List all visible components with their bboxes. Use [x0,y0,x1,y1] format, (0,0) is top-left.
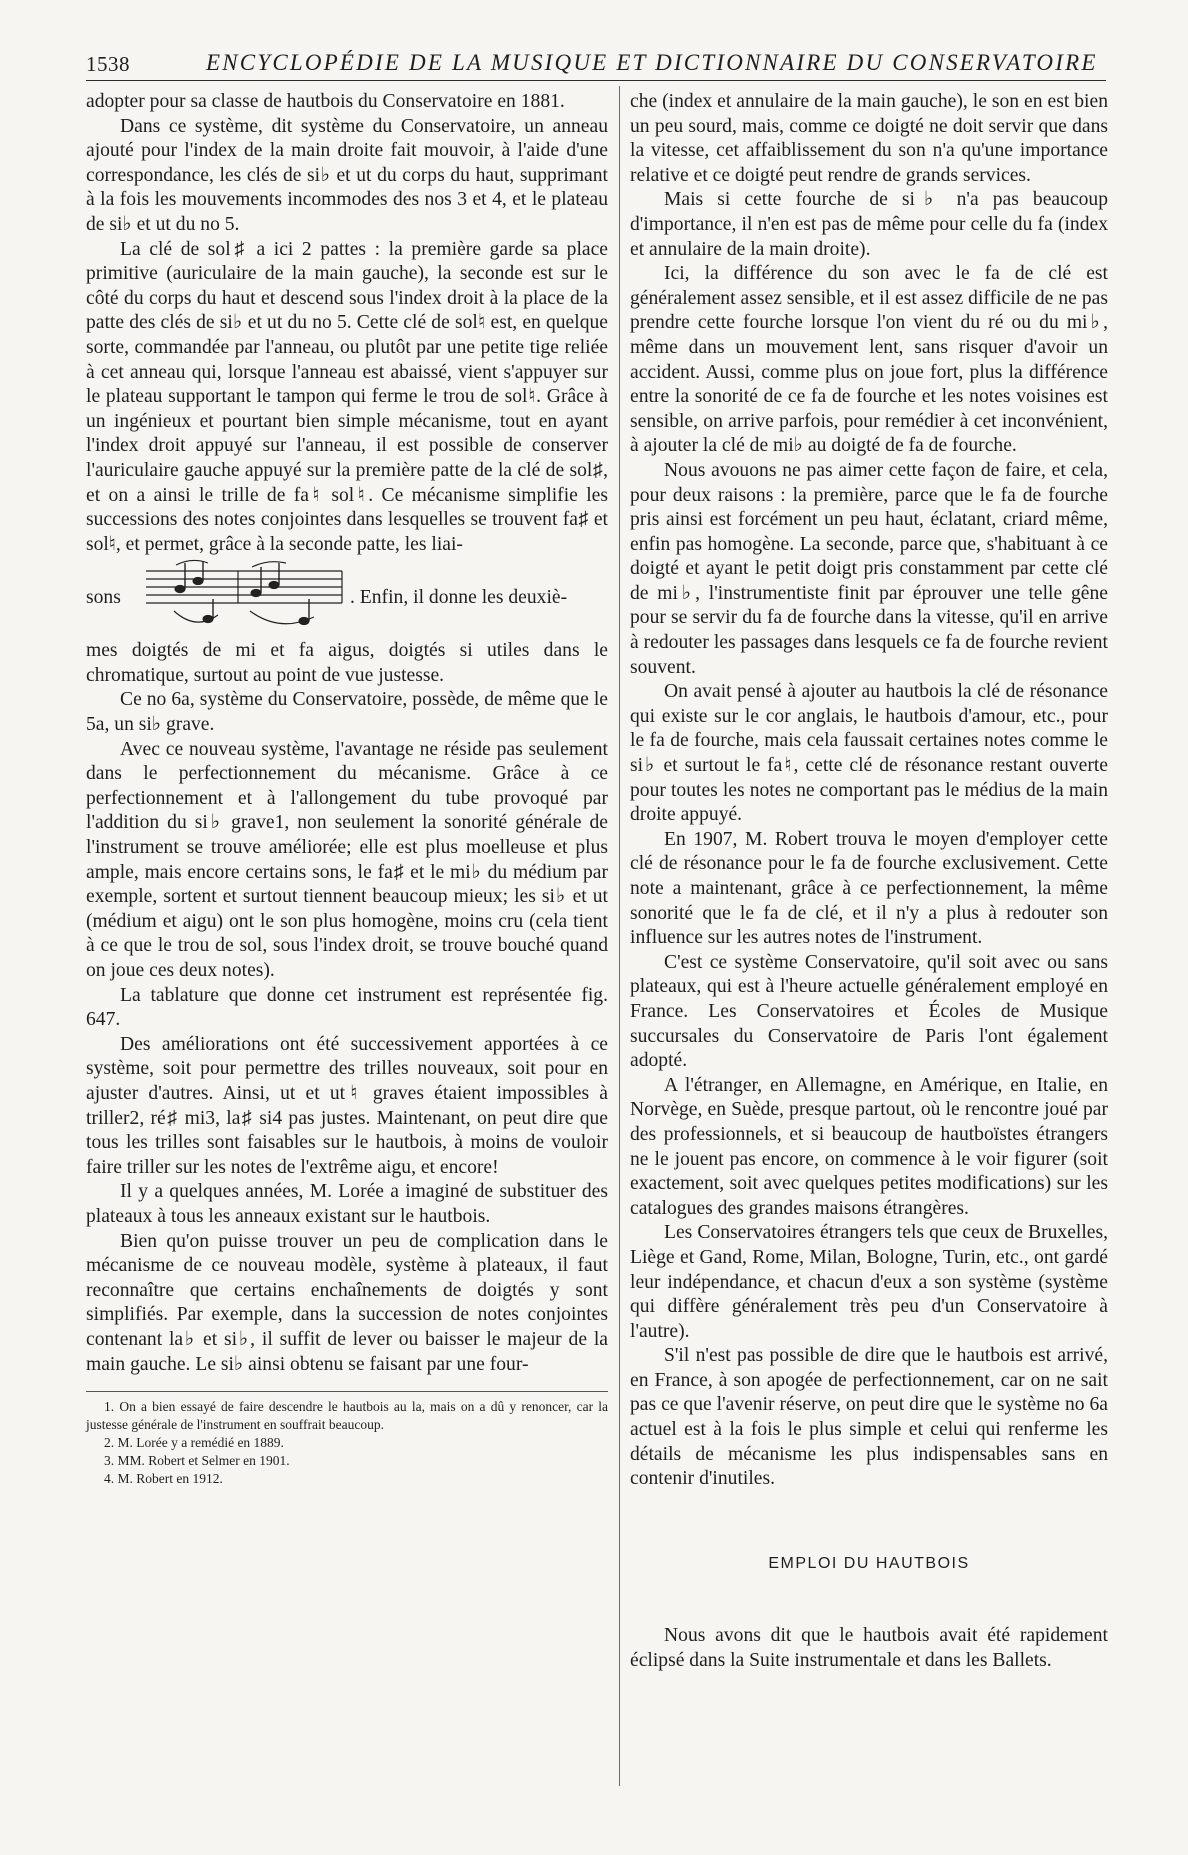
music-staff-figure [146,559,346,637]
page-number: 1538 [86,52,130,76]
paragraph: Dans ce système, dit système du Conservatoire, un anneau ajouté pour l'index de la main droite fait mouvoir, à l'aide d'une correspondance, les clés de si♭ et ut du corps du haut, supprimant à la fois les mouvements incommodes des nos 3 et 4, et le plateau de si♭ et ut du no 5. [86,115,608,235]
paragraph: En 1907, M. Robert trouva le moyen d'employer cette clé de résonance pour le fa de fourche exclusivement. Cette note a maintenant, grâce à ce perfectionnement, la même sonorité que le fa de clé, et il n'y a plus à redouter son influence sur les autres notes de l'instrument. [630,828,1108,949]
music-pre-text: sons [86,586,121,608]
paragraph: A l'étranger, en Allemagne, en Amérique, en Italie, en Norvège, en Suède, presque partout, où le rencontre joué par des professionnels, et si beaucoup de hautboïstes étrangers ne le jouent pas encore, on commence à le voir figurer (soit exactement, soit avec quelques petites modifications) sur les catalogues des grandes maisons étrangères. [630,1074,1108,1219]
paragraph: Avec ce nouveau système, l'avantage ne réside pas seulement dans le perfectionnement du mécanisme. Grâce à ce perfectionnement et à l'allongement du tube provoqué par l'addition du si♭ grave1, non seulement la sonorité générale de l'instrument se trouve améliorée; elle est plus moelleuse et plus ample, mais encore certains sons, le fa♯ et le mi♭ du médium par exemple, sortent et surtout tiennent beaucoup mieux; les si♭ et ut (médium et aigu) ont le son plus homogène, moins cru (cela tient à ce que le trou de sol, sous l'index droit, se trouve bouché quand on joue ces deux notes). [86,738,608,981]
paragraph: C'est ce système Conservatoire, qu'il soit avec ou sans plateaux, qui est à l'heure actuelle généralement employé en France. Les Conservatoires et Écoles de Musique succursales du Conservatoire de Paris l'ont également adopté. [630,951,1108,1072]
paragraph: La clé de sol♯ a ici 2 pattes : la première garde sa place primitive (auriculaire de la main gauche), la seconde est sur le côté du corps du haut et descend sous l'index droit à la place de la patte des clés de si♭ et ut du no 5. Cette clé de sol♮ est, en quelque sorte, commandée par l'anneau, ou plutôt par une petite tige reliée à cet anneau qui, lorsque l'anneau est abaissé, vient s'appuyer sur le plateau supportant le tampon qui ferme le trou de sol♮. Grâce à un ingénieux et pourtant bien simple mécanisme, tout en ayant l'index droit appuyé sur l'anneau, il est possible de conserver l'auriculaire gauche appuyé sur la première patte de la clé de sol♯, et on a ainsi le trille de fa♮ sol♮. Ce mécanisme simplifie les successions des notes conjointes dans lesquelles se trouvent fa♯ et sol♮, et permet, grâce à la seconde patte, les liai- [86,238,608,555]
music-example-line [86,559,608,637]
paragraph: On avait pensé à ajouter au hautbois la clé de résonance qui existe sur le cor anglais, le hautbois d'amour, etc., pour le fa de fourche, mais cela faussait certaines notes comme le si♭ et surtout le fa♮, cette clé de résonance restant ouverte pour toutes les notes ne comportant pas le médius de la main droite appuyé. [630,681,1108,826]
left-column [86,90,608,1488]
right-column [630,90,1108,1674]
paragraph: Bien qu'on puisse trouver un peu de complication dans le mécanisme de ce nouveau modèle, système à plateaux, il faut reconnaître que certains enchaînements de doigtés y sont simplifiés. Par exemple, dans la succession de notes conjointes contenant la♭ et si♭, il suffit de lever ou baisser le majeur de la main gauche. Le si♭ ainsi obtenu se faisant par une four- [86,1230,608,1375]
paragraph: che (index et annulaire de la main gauche), le son en est bien un peu sourd, mais, comme ce doigté ne doit servir que dans la vitesse, cet affaiblissement du son n'a qu'une importance relative et ce doigté peut rendre de grands services. [630,91,1108,186]
page-header [86,46,1106,81]
footnote: 2. M. Lorée y a remédié en 1889. [104,1435,284,1451]
paragraph: Il y a quelques années, M. Lorée a imaginé de substituer des plateaux à tous les anneaux existant sur le hautbois. [86,1181,608,1227]
paragraph: Nous avouons ne pas aimer cette façon de faire, et cela, pour deux raisons : la première, parce que le fa de fourche pris ainsi est forcément un peu haut, éclatant, criard même, enfin pas homogène. La seconde, parce que, s'habituant à ce doigté et ayant le petit doigt pris constamment par cette clé de mi♭, l'instrumentiste finit par éprouver une telle gêne pour se servir du fa de fourche dans la vitesse, qu'il en arrive à redouter les passages dans lesquels ce fa de fourche revient souvent. [630,459,1108,678]
running-title: ENCYCLOPÉDIE DE LA MUSIQUE ET DICTIONNAIRE DU CONSERVATOIRE [206,50,1098,75]
paragraph: Mais si cette fourche de si♭ n'a pas beaucoup d'importance, il n'en est pas de même pour celle du fa (index et annulaire de la main droite). [630,189,1108,260]
column-divider [619,86,620,1786]
paragraph: Des améliorations ont été successivement apportées à ce système, soit pour permettre des trilles nouveaux, soit pour en ajuster d'autres. Ainsi, ut et ut♮ graves étaient impossibles à triller2, ré♯ mi3, la♯ si4 pas justes. Maintenant, on peut dire que tous les trilles sont faisables sur le hautbois, à moins de vouloir faire triller sur les notes de l'extrême aigu, et encore! [86,1033,608,1178]
section-heading: EMPLOI DU HAUTBOIS [768,1554,970,1572]
paragraph: Ici, la différence du son avec le fa de clé est généralement assez sensible, et il est assez difficile de ne pas prendre cette fourche lorsque l'on vient du ré ou du mi♭, même dans un mouvement lent, sans risquer d'avoir un accident. Aussi, comme plus on joue fort, plus la différence entre la sonorité de ce fa de fourche et les notes voisines est sensible, on arrive parfois, pour remédier à cet inconvénient, à ajouter la clé de mi♭ au doigté de fa de fourche. [630,263,1108,457]
paragraph: Les Conservatoires étrangers tels que ceux de Bruxelles, Liège et Gand, Rome, Milan, Bologne, Turin, etc., ont gardé leur indépendance, et chacun d'eux a son système (système qui diffère généralement très peu d'un Conservatoire à l'autre). [630,1222,1108,1342]
footnote: 4. M. Robert en 1912. [104,1471,223,1487]
paragraph: Nous avons dit que le hautbois avait été rapidement éclipsé dans la Suite instrumentale et dans les Ballets. [630,1625,1108,1672]
paragraph: mes doigtés de mi et fa aigus, doigtés si utiles dans le chromatique, surtout au point de vue justesse. [86,640,608,686]
paragraph: La tablature que donne cet instrument est représentée fig. 647. [86,984,608,1031]
music-post-text: . Enfin, il donne les deuxiè- [350,586,568,608]
paragraph: S'il n'est pas possible de dire que le hautbois est arrivé, en France, à son apogée de perfectionnement, car on ne sait pas ce que l'avenir réserve, on peut dire que le système no 6a actuel est à la fois le plus simple et celui qui renferme les détails de mécanisme les plus indispensables sans en contenir d'inutiles. [630,1345,1108,1490]
footnote: 3. MM. Robert et Selmer en 1901. [104,1453,290,1469]
footnote: 1. On a bien essayé de faire descendre le hautbois au la, mais on a dû y renoncer, car la justesse générale de l'instrument en souffrait beaucoup. [86,1399,608,1433]
paragraph: Ce no 6a, système du Conservatoire, possède, de même que le 5a, un si♭ grave. [86,689,608,736]
footnotes [86,1391,608,1488]
paragraph: adopter pour sa classe de hautbois du Conservatoire en 1881. [86,91,565,112]
